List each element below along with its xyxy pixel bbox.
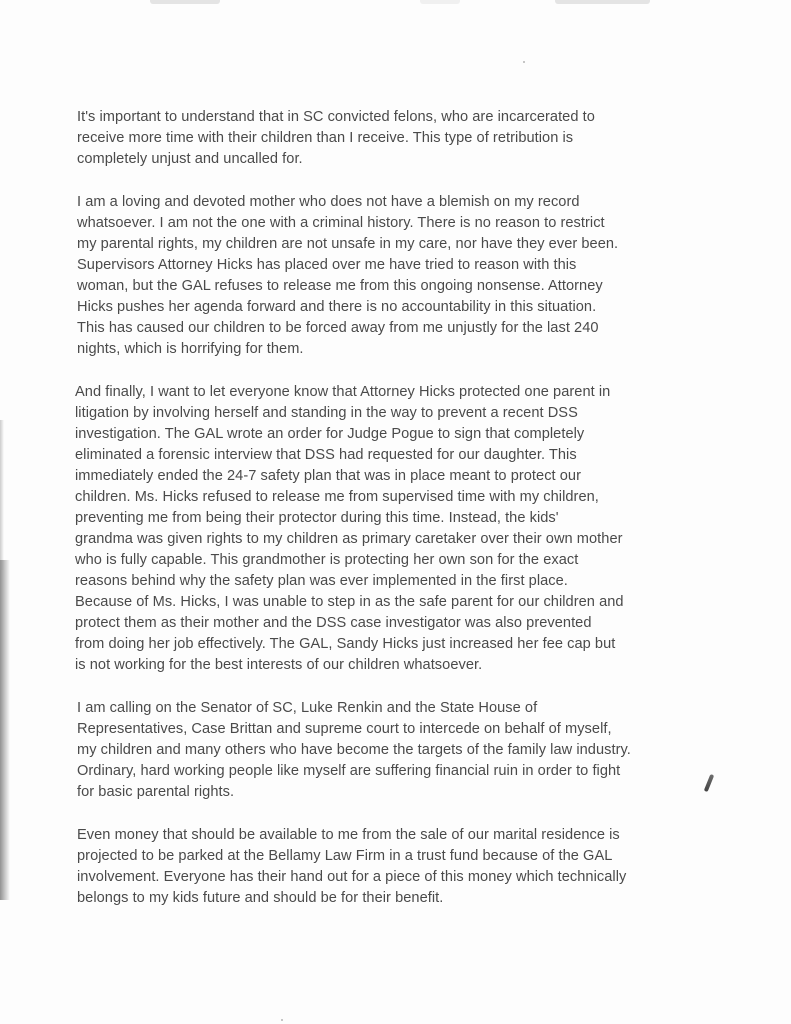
text-line: projected to be parked at the Bellamy Law Firm in a trust fund because of the GAL <box>77 848 613 864</box>
text-line: woman, but the GAL refuses to release me from this ongoing nonsense. Attorney <box>77 278 603 294</box>
paragraph-2 <box>77 192 697 360</box>
text-line: I am a loving and devoted mother who does not have a blemish on my record <box>77 194 580 210</box>
text-line: for basic parental rights. <box>77 784 235 800</box>
text-line: preventing me from being their protector during this time. Instead, the kids' <box>75 510 559 526</box>
text-line: And finally, I want to let everyone know that Attorney Hicks protected one parent in <box>75 384 611 400</box>
pen-mark <box>704 774 714 792</box>
scan-edge-shadow-upper <box>0 420 4 570</box>
text-line: This has caused our children to be forced away from me unjustly for the last 240 <box>77 320 599 336</box>
paragraph-1 <box>77 107 697 170</box>
letter-body <box>77 107 697 931</box>
text-line: involvement. Everyone has their hand out for a piece of this money which technically <box>77 869 627 885</box>
bleed-through-mark <box>420 0 460 4</box>
text-line: nights, which is horrifying for them. <box>77 341 304 357</box>
text-line: litigation by involving herself and standing in the way to prevent a recent DSS <box>75 405 578 421</box>
text-line: completely unjust and uncalled for. <box>77 151 303 167</box>
text-line: Hicks pushes her agenda forward and there is no accountability in this situation. <box>77 299 597 315</box>
scan-edge-shadow <box>0 560 10 900</box>
text-line: investigation. The GAL wrote an order for Judge Pogue to sign that completely <box>75 426 585 442</box>
text-line: It's important to understand that in SC convicted felons, who are incarcerated to <box>77 109 595 125</box>
text-line: Even money that should be available to me from the sale of our marital residence is <box>77 827 620 843</box>
text-line: children. Ms. Hicks refused to release me from supervised time with my children, <box>75 489 599 505</box>
text-line: I am calling on the Senator of SC, Luke Renkin and the State House of <box>77 700 538 716</box>
text-line: whatsoever. I am not the one with a criminal history. There is no reason to restrict <box>77 215 605 231</box>
paragraph-3 <box>75 382 697 676</box>
text-line: receive more time with their children than I receive. This type of retribution is <box>77 130 574 146</box>
text-line: immediately ended the 24-7 safety plan that was in place meant to protect our <box>75 468 582 484</box>
text-line: grandma was given rights to my children as primary caretaker over their own mother <box>75 531 623 547</box>
text-line: my parental rights, my children are not unsafe in my care, nor have they ever been. <box>77 236 619 252</box>
text-line: eliminated a forensic interview that DSS had requested for our daughter. This <box>75 447 577 463</box>
text-line: who is fully capable. This grandmother is protecting her own son for the exact <box>75 552 579 568</box>
text-line: Representatives, Case Brittan and supreme court to intercede on behalf of myself, <box>77 721 612 737</box>
scan-speck <box>523 61 525 63</box>
text-line: belongs to my kids future and should be for their benefit. <box>77 890 444 906</box>
bleed-through-mark <box>555 0 650 4</box>
scan-speck <box>281 1019 283 1021</box>
text-line: Ordinary, hard working people like myself are suffering financial ruin in order to fight <box>77 763 621 779</box>
text-line: is not working for the best interests of our children whatsoever. <box>75 657 483 673</box>
text-line: protect them as their mother and the DSS case investigator was also prevented <box>75 615 592 631</box>
text-line: Supervisors Attorney Hicks has placed over me have tried to reason with this <box>77 257 577 273</box>
text-line: Because of Ms. Hicks, I was unable to step in as the safe parent for our children and <box>75 594 624 610</box>
text-line: from doing her job effectively. The GAL, Sandy Hicks just increased her fee cap but <box>75 636 616 652</box>
text-line: reasons behind why the safety plan was ever implemented in the first place. <box>75 573 568 589</box>
text-line: my children and many others who have become the targets of the family law industry. <box>77 742 631 758</box>
bleed-through-mark <box>150 0 220 4</box>
paragraph-4 <box>77 698 697 803</box>
paragraph-5 <box>77 825 697 909</box>
